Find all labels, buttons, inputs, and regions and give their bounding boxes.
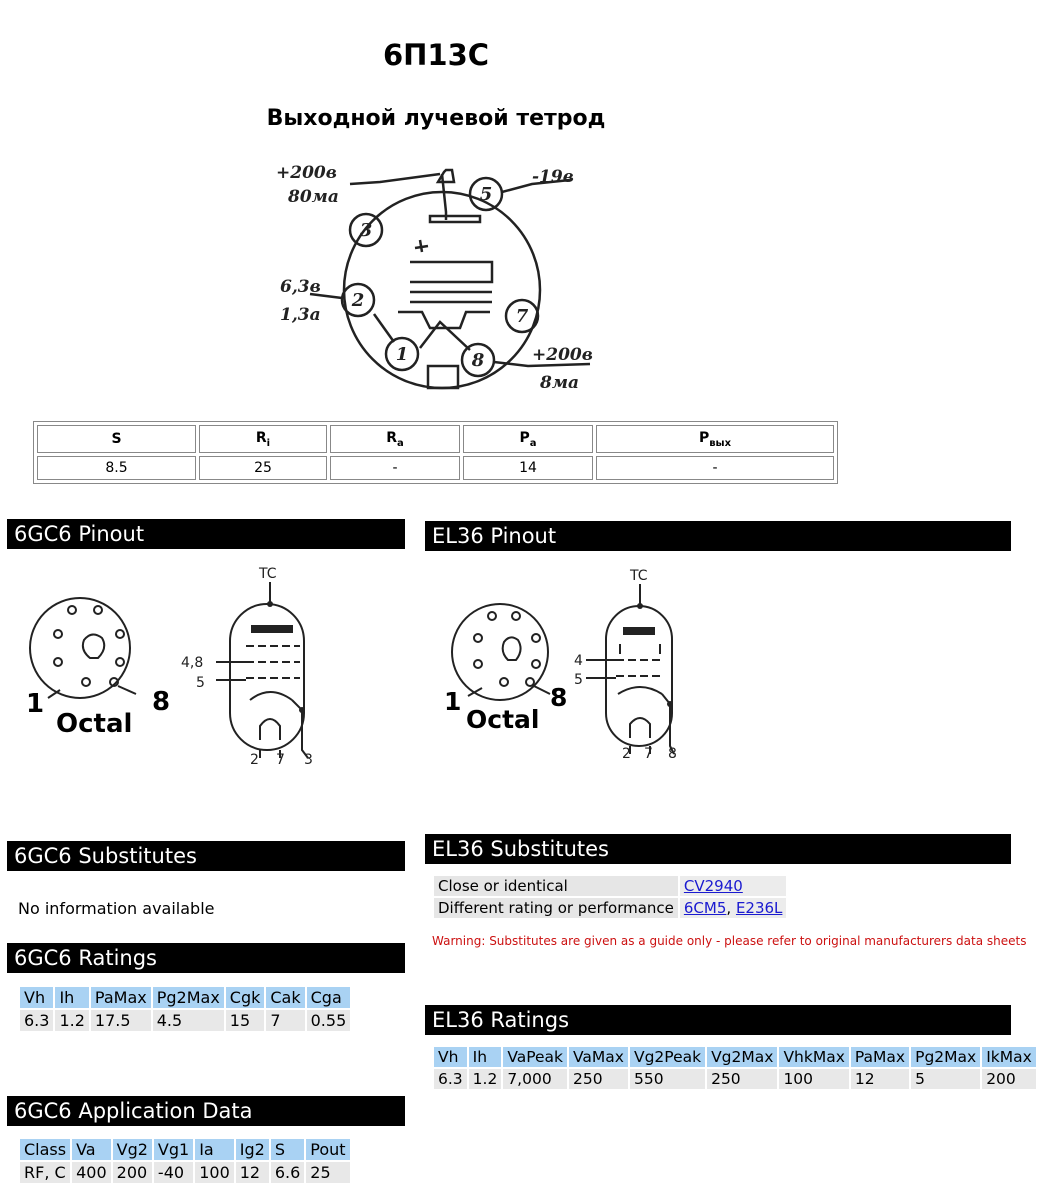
table-header-cell: Vg1 [154,1139,193,1160]
6gc6-pinout-header: 6GC6 Pinout [7,519,405,549]
diagram-pin-5: 5 [479,184,493,205]
diagram-pin-7: 7 [515,306,529,327]
param-header-s: S [37,425,196,453]
param-header-ri: $R_i$ [199,425,327,453]
table-header-cell: Ih [55,987,88,1008]
table-header-cell: Pout [306,1139,349,1160]
param-value-ra: - [330,456,460,480]
table-header-cell: Class [20,1139,70,1160]
el36-substitutes-header: EL36 Substitutes [425,834,1011,864]
param-header-pout: $P_{вых}$ [596,425,834,453]
diagram-pin-1: 1 [395,344,409,365]
6gc6-application-table [18,1137,352,1185]
table-header-cell: VaMax [569,1047,628,1067]
el36-label-pin-7: 7 [644,746,653,762]
diagram-label-voltage-top: +200в [276,163,337,183]
diagram-label-heater-voltage: 6,3в [280,277,321,297]
el36-label-pin-2: 2 [622,746,631,762]
substitute-different-cell: 6CM5, E236L [680,898,787,918]
table-header-cell: Cga [307,987,351,1008]
table-header-cell: Ia [195,1139,234,1160]
parameters-table [33,421,838,484]
table-cell: -40 [154,1162,193,1183]
table-header-cell: Pg2Max [911,1047,980,1067]
table-cell: RF, C [20,1162,70,1183]
el36-base-pin-1: 1 [444,687,462,716]
table-cell: 12 [236,1162,269,1183]
param-header-ra: $R_a$ [330,425,460,453]
substitute-link-cv2940[interactable]: CV2940 [683,877,743,895]
table-cell: 7 [266,1010,304,1031]
table-header-cell: Vh [434,1047,467,1067]
table-cell: 7,000 [503,1069,567,1089]
diagram-label-screen-voltage: +200в [532,345,593,365]
table-cell: 250 [569,1069,628,1089]
table-header-cell: IkMax [982,1047,1036,1067]
table-cell: 1.2 [469,1069,502,1089]
substitute-link-6cm5[interactable]: 6CM5 [683,899,727,917]
param-value-pout: - [596,456,834,480]
6gc6-base-pin-8: 8 [152,687,171,717]
table-header-cell: VaPeak [503,1047,567,1067]
el36-pinout-header: EL36 Pinout [425,521,1011,551]
el36-label-pin-5: 5 [574,672,583,688]
table-header-cell: Vg2Max [707,1047,777,1067]
table-cell: 15 [226,1010,265,1031]
diagram-label-screen-current: 8ма [540,373,580,393]
table-header-cell: PaMax [851,1047,909,1067]
table-header-cell: Ig2 [236,1139,269,1160]
6gc6-label-tc: TC [259,566,277,582]
param-header-pa: $P_a$ [463,425,593,453]
param-value-s: 8.5 [37,456,196,480]
table-header-cell: Vg2 [113,1139,152,1160]
diagram-pin-8: 8 [471,350,485,371]
table-cell: 0.55 [307,1010,351,1031]
param-value-ri: 25 [199,456,327,480]
substitutes-warning: Warning: Substitutes are given as a guide only - please refer to original manufacturers data sheets [432,934,1027,948]
table-cell: 250 [707,1069,777,1089]
6gc6-substitutes-header: 6GC6 Substitutes [7,841,405,871]
table-header-cell: PaMax [91,987,151,1008]
table-cell: 100 [195,1162,234,1183]
table-header-cell: S [271,1139,304,1160]
6gc6-ratings-header: 6GC6 Ratings [7,943,405,973]
el36-base-pin-8: 8 [550,683,568,712]
el36-ratings-header: EL36 Ratings [425,1005,1011,1035]
table-cell: 1.2 [55,1010,88,1031]
table-cell: 550 [630,1069,705,1089]
table-cell: 17.5 [91,1010,151,1031]
page-subtitle: Выходной лучевой тетрод [266,106,606,131]
table-cell: 200 [982,1069,1036,1089]
param-value-pa: 14 [463,456,593,480]
table-header-cell: Vg2Peak [630,1047,705,1067]
table-cell: 25 [306,1162,349,1183]
el36-base-name: Octal [466,705,540,734]
table-cell: 6.3 [434,1069,467,1089]
table-cell: 100 [779,1069,848,1089]
6gc6-label-pin-5: 5 [196,675,205,691]
substitute-different-label: Different rating or performance [434,898,678,918]
diagram-pin-2: 2 [351,290,365,311]
6gc6-base-name: Octal [56,709,133,739]
6gc6-no-substitutes-text: No information available [18,899,215,918]
6gc6-application-header: 6GC6 Application Data [7,1096,405,1126]
6gc6-label-pin-7: 7 [276,752,285,768]
diagram-label-grid-bias: -19в [532,167,574,187]
page-title: 6П13С [382,38,490,72]
table-cell: 12 [851,1069,909,1089]
el36-label-tc: TC [630,568,648,584]
6gc6-base-pin-1: 1 [26,689,45,719]
tube-base-diagram [270,152,610,402]
6gc6-label-pin-3: 3 [304,752,313,768]
table-header-cell: Vh [20,987,53,1008]
diagram-pin-3: 3 [359,220,373,241]
el36-label-pin-4: 4 [574,653,583,669]
table-header-cell: Cak [266,987,304,1008]
table-header-cell: Pg2Max [153,987,224,1008]
substitute-close-cell [680,876,787,896]
table-cell: 200 [113,1162,152,1183]
el36-ratings-table [432,1045,1038,1091]
table-cell: 400 [72,1162,111,1183]
6gc6-label-pin-48: 4,8 [181,655,204,671]
diagram-label-heater-current: 1,3а [280,305,321,325]
diagram-label-current-top: 80ма [288,187,339,207]
table-cell: 5 [911,1069,980,1089]
table-header-cell: Cgk [226,987,265,1008]
el36-pinout-diagram [438,562,758,772]
substitute-close-label: Close or identical [434,876,678,896]
table-header-cell: Ih [469,1047,502,1067]
el36-label-pin-8: 8 [668,746,677,762]
el36-substitutes-table [432,874,788,920]
table-cell: 6.3 [20,1010,53,1031]
6gc6-ratings-table [18,985,352,1033]
6gc6-pinout-diagram [20,560,340,775]
table-header-cell: Va [72,1139,111,1160]
6gc6-label-pin-2: 2 [250,752,259,768]
table-cell: 6.6 [271,1162,304,1183]
substitute-link-e236l[interactable]: E236L [735,899,783,917]
table-header-cell: VhkMax [779,1047,848,1067]
table-cell: 4.5 [153,1010,224,1031]
